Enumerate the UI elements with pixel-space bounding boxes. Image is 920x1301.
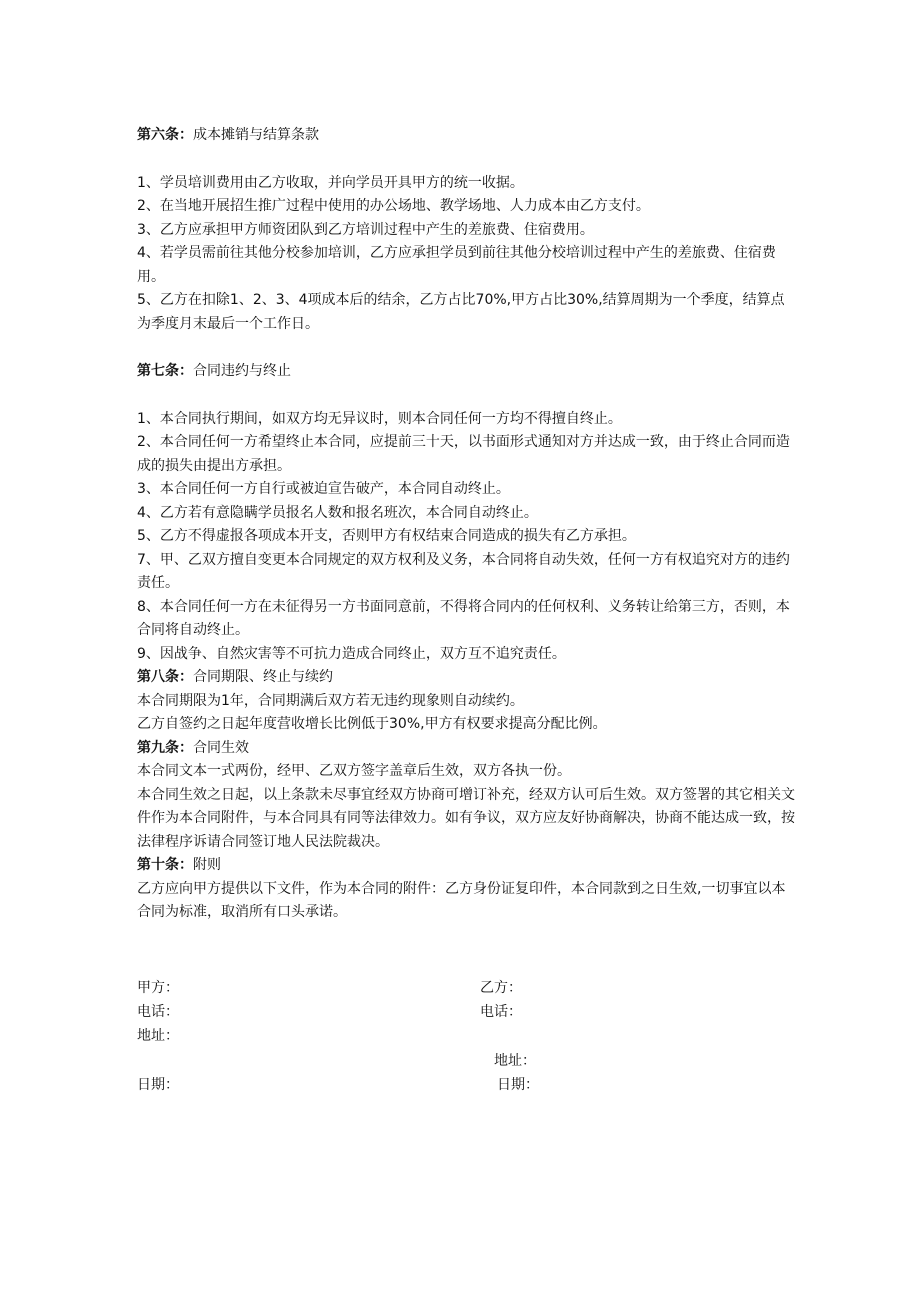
section-6-number: 第六条： xyxy=(137,127,193,143)
party-a-phone-label: 电话： xyxy=(137,1004,179,1020)
section-6-item: 5、乙方在扣除1、2、3、4项成本后的结余，乙方占比70%,甲方占比30%,结算周期为一个季度，结算点为季度月末最后一个工作日。 xyxy=(137,292,785,332)
party-b-address-label: 地址： xyxy=(494,1053,536,1069)
section-10-title: 附则 xyxy=(193,857,221,873)
section-8-item: 乙方自签约之日起年度营收增长比例低于30%,甲方有权要求提高分配比例。 xyxy=(137,716,607,732)
section-7-item: 1、本合同执行期间，如双方均无异议时，则本合同任何一方均不得擅自终止。 xyxy=(137,410,622,427)
section-8-title: 合同期限、终止与续约 xyxy=(193,669,333,685)
section-7-item: 3、本合同任何一方自行或被迫宣告破产，本合同自动终止。 xyxy=(137,481,510,497)
section-7-heading xyxy=(137,360,797,384)
section-9-item: 本合同文本一式两份，经甲、乙双方签字盖章后生效，双方各执一份。 xyxy=(137,763,571,779)
section-7-item: 7、甲、乙双方擅自变更本合同规定的双方权利及义务，本合同将自动失效，任何一方有权追究对方的违约责任。 xyxy=(137,551,790,591)
section-7-item: 9、因战争、自然灾害等不可抗力造成合同终止，双方互不追究责任。 xyxy=(137,645,566,662)
section-9-title: 合同生效 xyxy=(193,739,249,756)
party-b-phone-label: 电话： xyxy=(480,1004,522,1020)
section-7-item: 5、乙方不得虚报各项成本开支，否则甲方有权结束合同造成的损失有乙方承担。 xyxy=(137,528,636,544)
section-8-heading xyxy=(137,666,797,690)
party-b-date-label: 日期： xyxy=(497,1077,539,1093)
section-6-item: 2、在当地开展招生推广过程中使用的办公场地、教学场地、人力成本由乙方支付。 xyxy=(137,198,650,214)
section-8-item: 本合同期限为1年，合同期满后双方若无违约现象则自动续约。 xyxy=(137,692,524,709)
section-7-item: 4、乙方若有意隐瞒学员报名人数和报名班次，本合同自动终止。 xyxy=(137,504,538,521)
section-6-item: 3、乙方应承担甲方师资团队到乙方培训过程中产生的差旅费、住宿费用。 xyxy=(137,221,594,238)
section-7-item: 2、本合同任何一方希望终止本合同，应提前三十天，以书面形式通知对方并达成一致，由于终止合同而造成的损失由提出方承担。 xyxy=(137,434,790,474)
section-8-number: 第八条： xyxy=(137,669,193,685)
section-9-item: 本合同生效之日起，以上条款未尽事宜经双方协商可增订补充，经双方认可后生效。双方签署的其它相关文件作为本合同附件，与本合同具有同等法律效力。如有争议，双方应友好协商解决，协商不能达成一致，按法律程序诉请合同签订地人民法院裁决。 xyxy=(137,786,795,850)
section-7-number: 第七条： xyxy=(137,363,193,379)
party-a-label: 甲方： xyxy=(137,980,179,996)
section-9-heading xyxy=(137,737,797,761)
contract-body xyxy=(137,124,797,925)
section-9-number: 第九条： xyxy=(137,739,193,756)
party-a-address-label: 地址： xyxy=(137,1028,179,1044)
party-a-date-label: 日期： xyxy=(137,1077,179,1093)
party-b-label: 乙方： xyxy=(480,980,522,996)
section-10-item: 乙方应向甲方提供以下文件，作为本合同的附件：乙方身份证复印件，本合同款到之日生效,一切事宜以本合同为标准，取消所有口头承诺。 xyxy=(137,880,786,920)
section-6-heading xyxy=(137,124,797,148)
section-10-number: 第十条： xyxy=(137,857,193,873)
section-7-item: 8、本合同任何一方在未征得另一方书面同意前，不得将合同内的任何权利、义务转让给第三方，否则，本合同将自动终止。 xyxy=(137,598,790,638)
section-6-item: 4、若学员需前往其他分校参加培训，乙方应承担学员到前往其他分校培训过程中产生的差旅费、住宿费用。 xyxy=(137,245,776,285)
section-6-title: 成本摊销与结算条款 xyxy=(193,127,319,143)
section-10-heading xyxy=(137,854,797,878)
section-7-title: 合同违约与终止 xyxy=(193,363,291,379)
section-6-item: 1、学员培训费用由乙方收取，并向学员开具甲方的统一收据。 xyxy=(137,174,524,191)
